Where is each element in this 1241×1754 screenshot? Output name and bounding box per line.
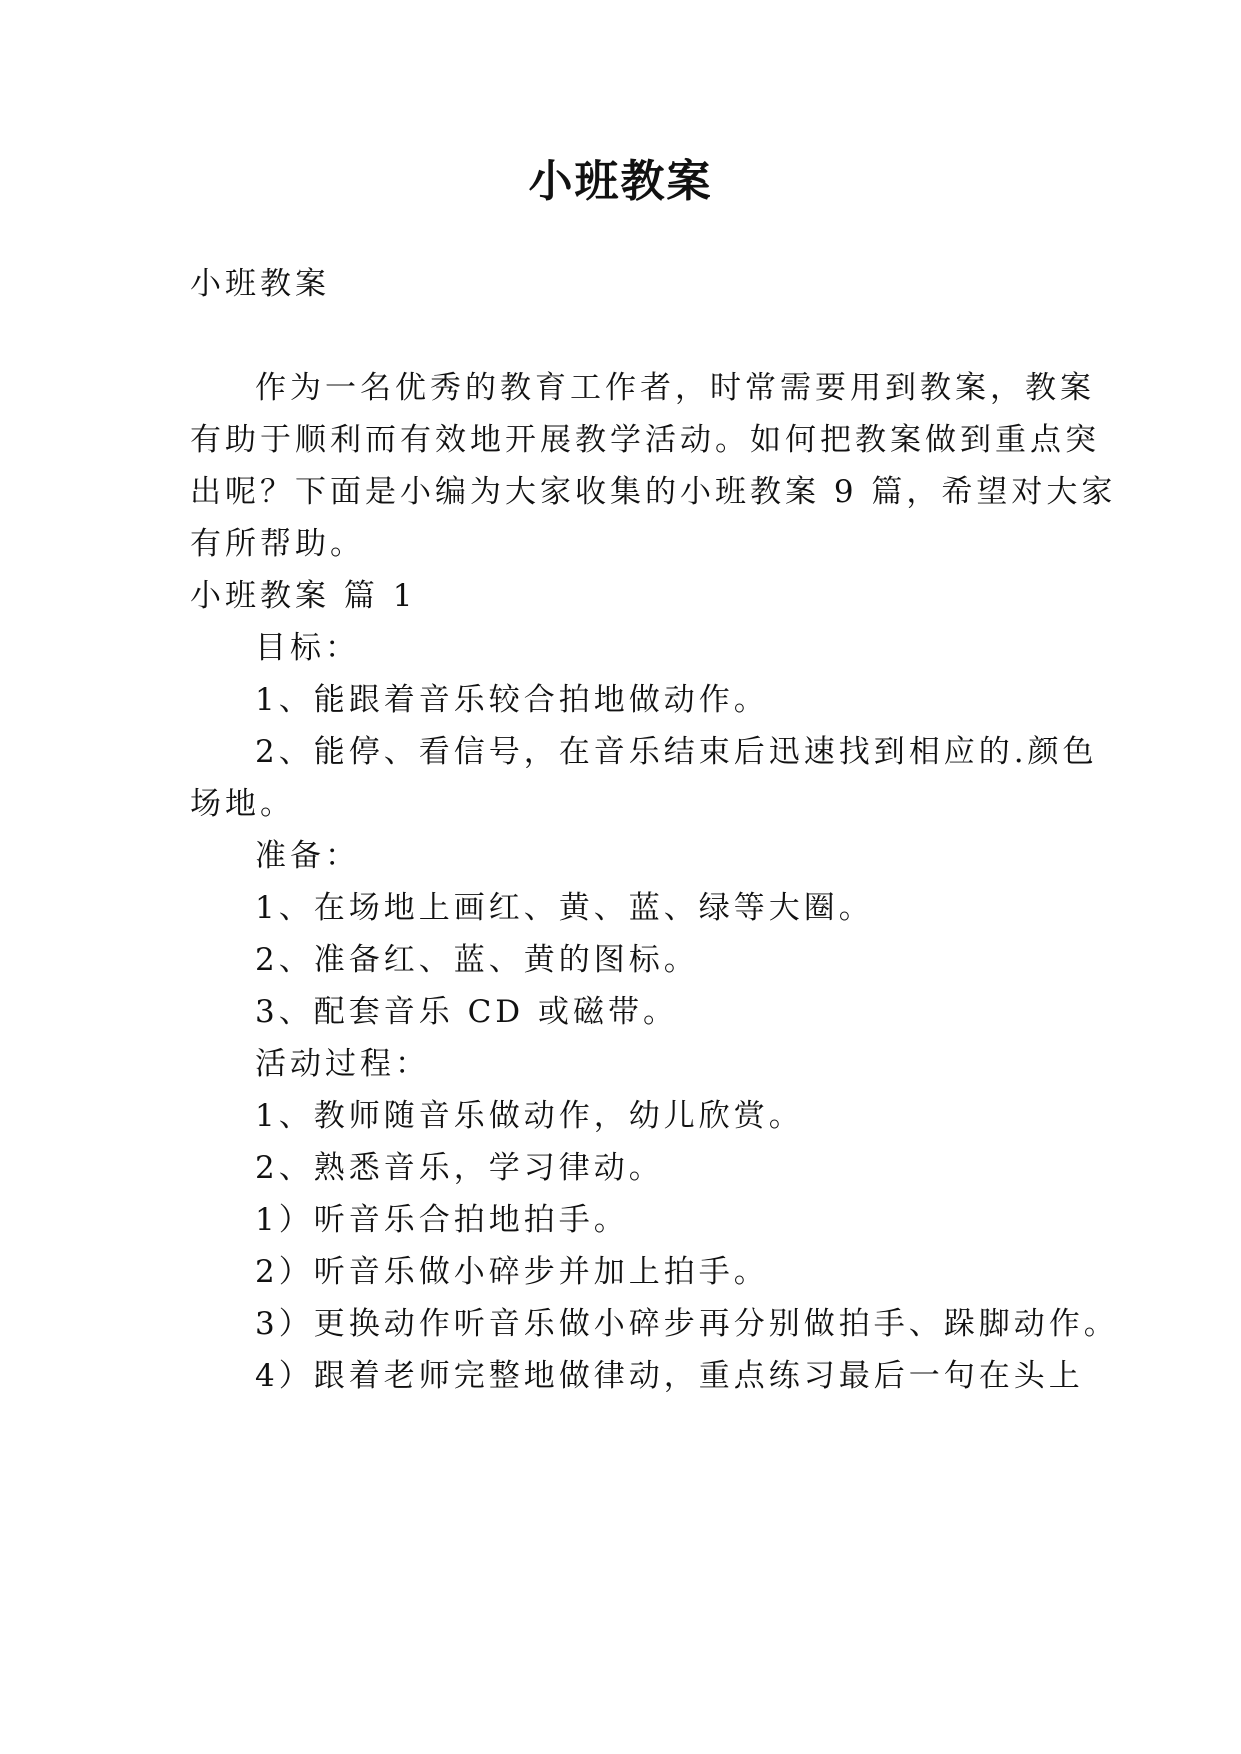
body-line: 目标： — [255, 630, 360, 666]
body-line: 1、在场地上画红、黄、蓝、绿等大圈。 — [255, 890, 874, 926]
body-line: 2、能停、看信号，在音乐结束后迅速找到相应的.颜色 — [255, 734, 1098, 770]
section-heading: 小班教案 篇 1 — [190, 578, 417, 614]
intro-line: 作为一名优秀的教育工作者，时常需要用到教案，教案 — [255, 370, 1095, 406]
body-line: 准备： — [255, 838, 360, 874]
body-line: 1、能跟着音乐较合拍地做动作。 — [255, 682, 769, 718]
body-line: 2、准备红、蓝、黄的图标。 — [255, 942, 699, 978]
body-line: 3、配套音乐 CD 或磁带。 — [255, 994, 679, 1030]
body-line: 1、教师随音乐做动作，幼儿欣赏。 — [255, 1098, 804, 1134]
body-line: 1）听音乐合拍地拍手。 — [255, 1202, 629, 1238]
body-line: 3）更换动作听音乐做小碎步再分别做拍手、跺脚动作。 — [255, 1306, 1119, 1342]
body-line: 场地。 — [190, 786, 295, 822]
document-title: 小班教案 — [528, 156, 713, 207]
intro-line: 出呢？下面是小编为大家收集的小班教案 9 篇，希望对大家 — [190, 474, 1117, 510]
intro-line: 有助于顺利而有效地开展教学活动。如何把教案做到重点突 — [190, 422, 1100, 458]
body-line: 4）跟着老师完整地做律动，重点练习最后一句在头上 — [255, 1358, 1084, 1394]
body-line: 2、熟悉音乐，学习律动。 — [255, 1150, 664, 1186]
body-line: 活动过程： — [255, 1046, 430, 1082]
body-line: 2）听音乐做小碎步并加上拍手。 — [255, 1254, 769, 1290]
intro-line: 有所帮助。 — [190, 526, 365, 562]
subtitle: 小班教案 — [190, 266, 330, 302]
